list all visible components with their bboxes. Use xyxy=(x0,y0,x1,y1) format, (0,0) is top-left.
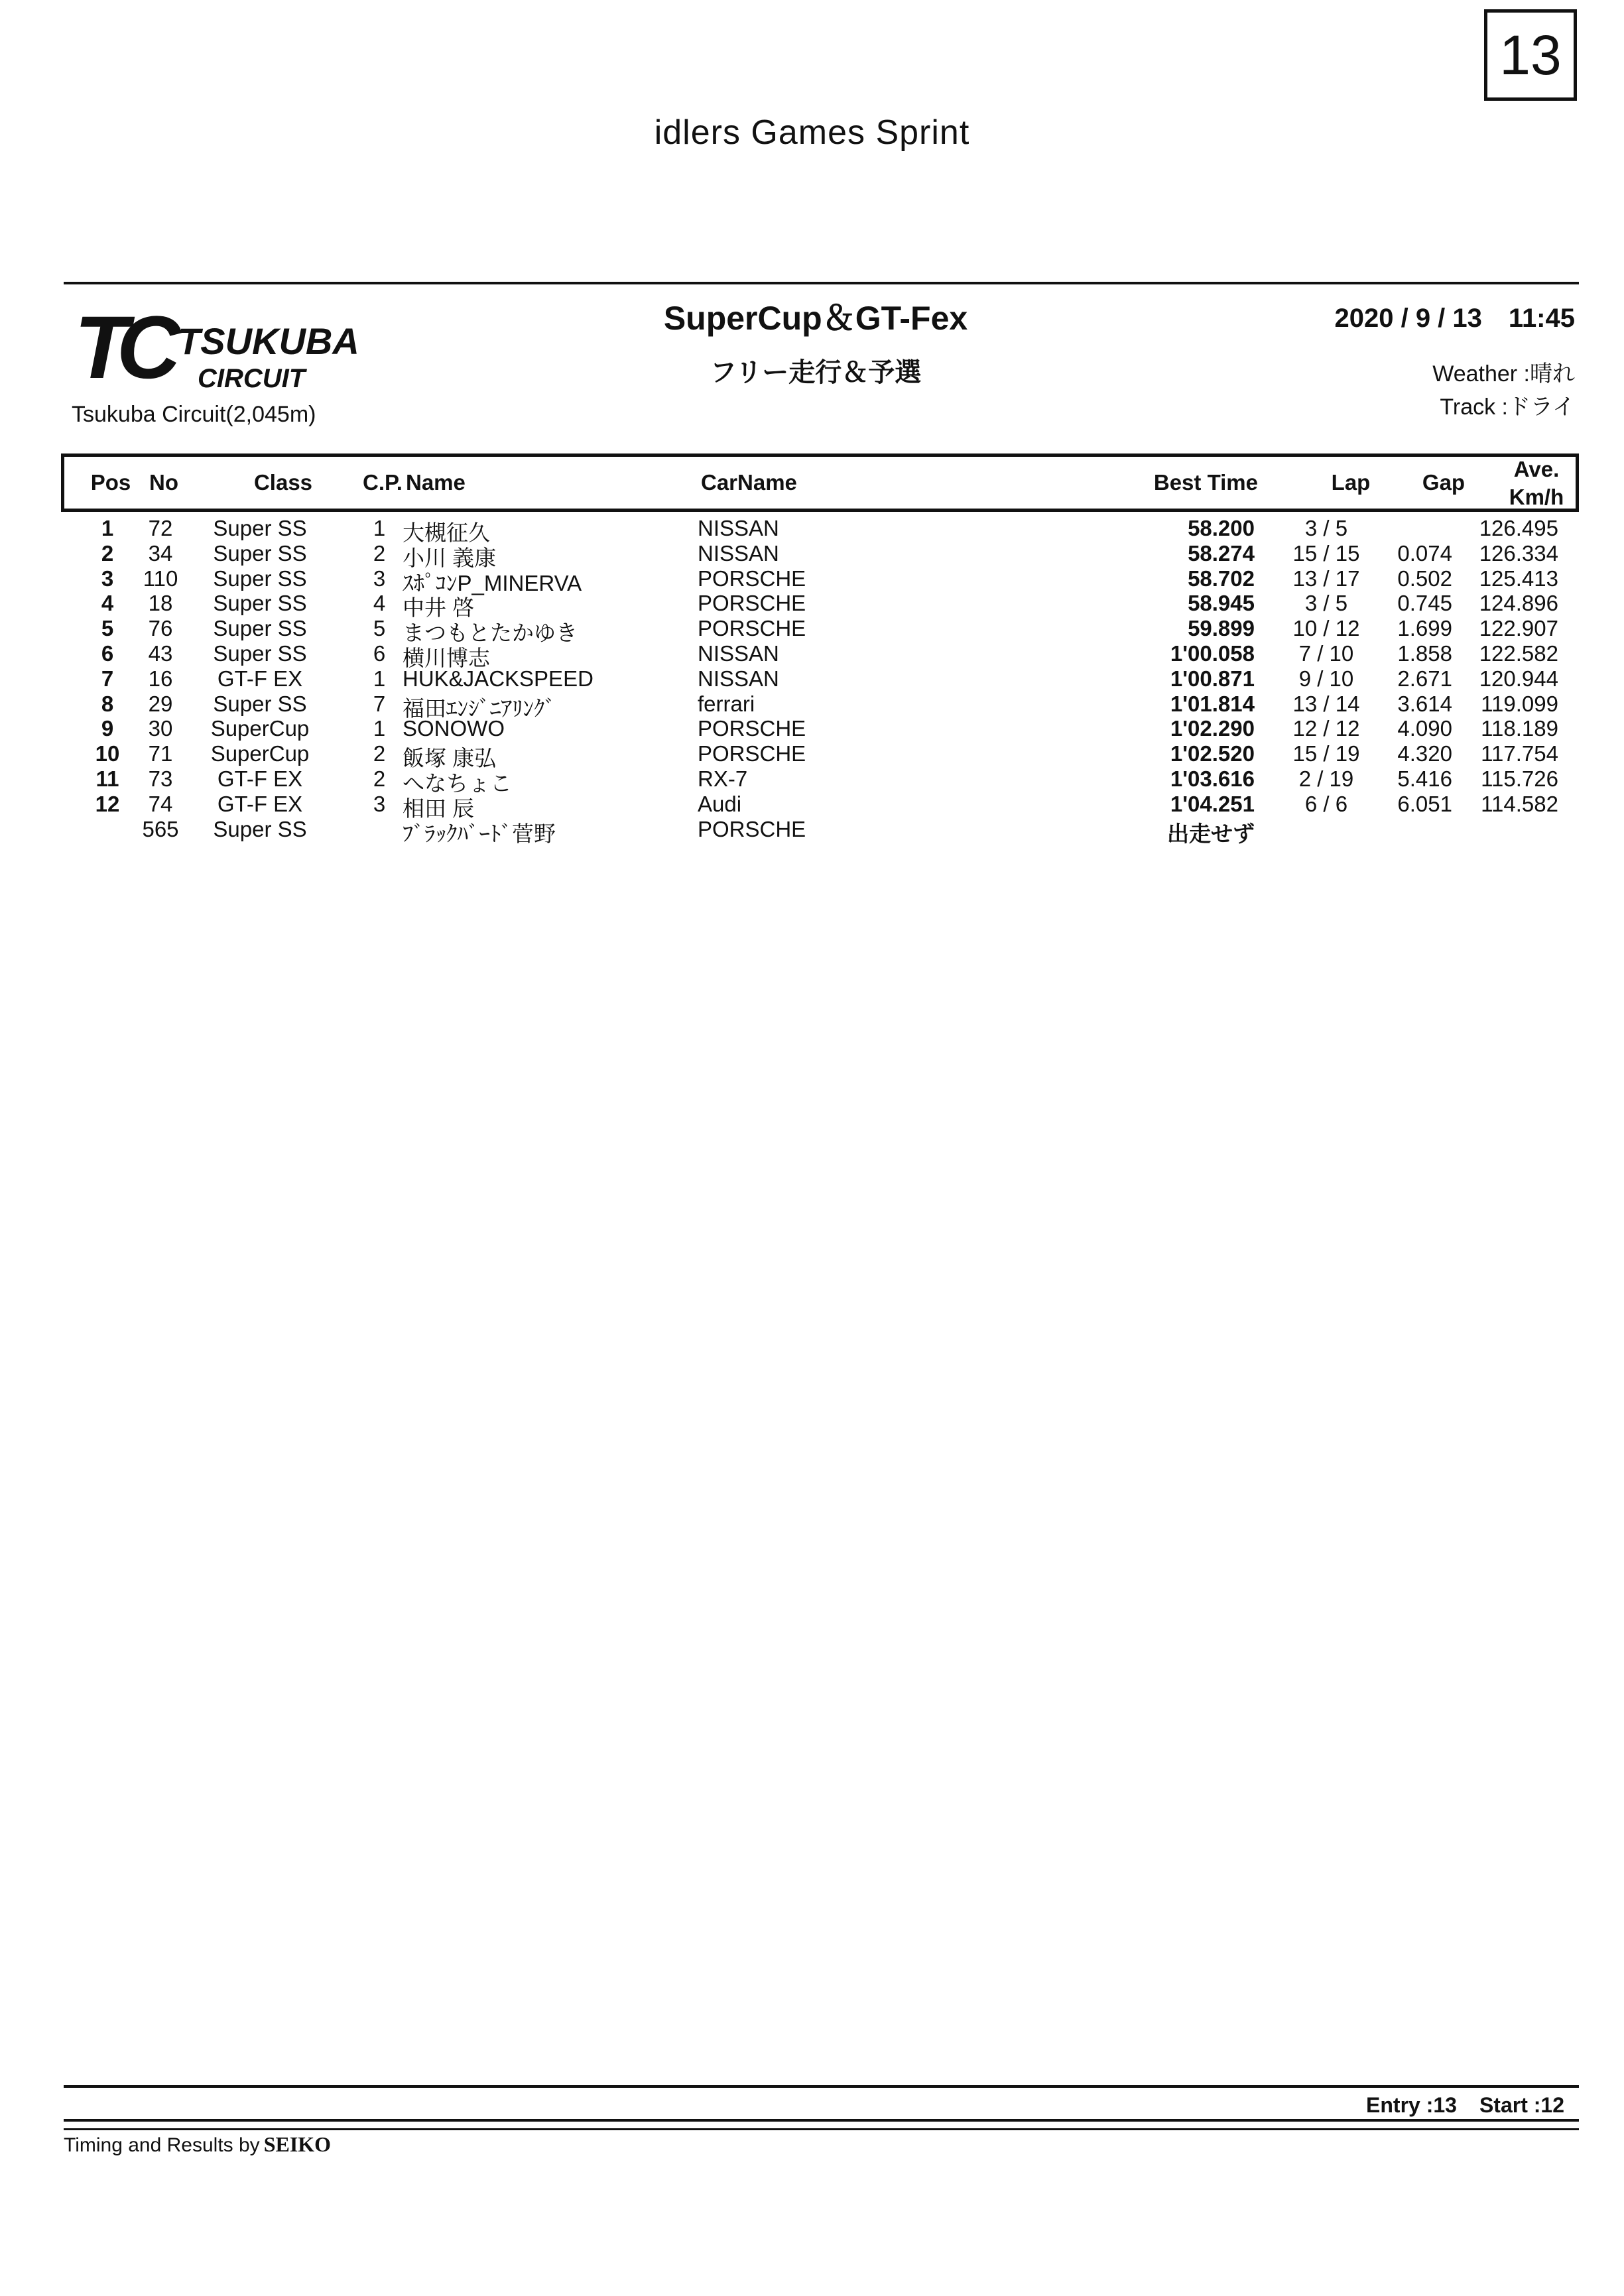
weather-info: Weather :晴れ xyxy=(1432,361,1575,387)
cell-car: NISSAN xyxy=(698,540,779,566)
cell-class: SuperCup xyxy=(210,741,310,766)
col-name: Name xyxy=(406,470,466,495)
cell-pos: 11 xyxy=(95,766,119,791)
col-cp: C.P. xyxy=(363,470,403,495)
cell-gap: 0.074 xyxy=(1397,540,1452,566)
cell-cp: 5 xyxy=(373,616,386,641)
cell-best-time: 58.702 xyxy=(1188,566,1255,591)
event-title: idlers Games Sprint xyxy=(654,113,970,152)
logo-text-main: TSUKUBA xyxy=(178,320,359,362)
col-gap: Gap xyxy=(1422,470,1466,495)
cell-name: 小川 義康 xyxy=(403,545,497,570)
entry-start-stats xyxy=(1343,2093,1564,2118)
col-best-time: Best Time xyxy=(1153,470,1258,495)
cell-no: 74 xyxy=(148,791,173,816)
cell-ave: 125.413 xyxy=(1479,566,1558,591)
session-name: フリー走行＆予選 xyxy=(710,358,922,387)
cell-cp: 4 xyxy=(373,591,386,616)
cell-best-time: 1'02.290 xyxy=(1170,716,1255,741)
cell-best-time: 1'00.871 xyxy=(1170,666,1255,691)
cell-name: へなちょこ xyxy=(403,771,512,796)
cell-class: SuperCup xyxy=(210,716,310,741)
cell-gap: 5.416 xyxy=(1397,766,1452,791)
cell-cp: 3 xyxy=(373,791,386,816)
cell-class: Super SS xyxy=(213,816,307,841)
cell-no: 18 xyxy=(148,591,173,616)
cell-lap: 2 / 19 xyxy=(1298,766,1354,791)
cell-pos: 3 xyxy=(101,566,114,591)
cell-cp: 7 xyxy=(373,691,386,716)
col-class: Class xyxy=(253,470,313,495)
race-title: SuperCup＆GT-Fex xyxy=(663,300,968,337)
logo-emblem: TC xyxy=(74,300,169,393)
cell-name: 福田ｴﾝｼﾞﾆｱﾘﾝｸﾞ xyxy=(403,695,556,721)
table-row xyxy=(0,616,1624,646)
track-info: Track :ドライ xyxy=(1440,394,1575,420)
cell-class: Super SS xyxy=(213,691,307,716)
cell-best-time: 1'02.520 xyxy=(1170,741,1255,766)
start-count: Start :12 xyxy=(1479,2093,1564,2117)
col-lap: Lap xyxy=(1331,470,1371,495)
cell-name: 飯塚 康弘 xyxy=(403,746,497,771)
cell-ave: 126.495 xyxy=(1479,516,1558,540)
cell-lap: 13 / 14 xyxy=(1292,691,1360,716)
cell-class: GT-F EX xyxy=(217,791,303,816)
cell-best-time: 59.899 xyxy=(1188,616,1255,641)
page-number: 13 xyxy=(1484,9,1577,101)
table-row xyxy=(0,791,1624,821)
cell-car: PORSCHE xyxy=(698,591,806,616)
cell-lap: 9 / 10 xyxy=(1298,666,1354,691)
cell-gap: 4.320 xyxy=(1397,741,1452,766)
cell-class: GT-F EX xyxy=(217,666,303,691)
cell-gap: 6.051 xyxy=(1397,791,1452,816)
cell-car: NISSAN xyxy=(698,516,779,540)
cell-name: ｽﾎﾟｺﾝP_MINERVA xyxy=(403,570,582,595)
cell-lap: 15 / 15 xyxy=(1292,540,1360,566)
cell-car: ferrari xyxy=(698,691,755,716)
table-row xyxy=(0,766,1624,796)
footer-rule-mid xyxy=(64,2119,1579,2122)
cell-lap: 3 / 5 xyxy=(1304,516,1348,540)
table-row xyxy=(0,591,1624,621)
cell-lap: 13 / 17 xyxy=(1292,566,1360,591)
cell-lap: 10 / 12 xyxy=(1292,616,1360,641)
cell-cp: 2 xyxy=(373,766,386,791)
cell-best-time: 58.945 xyxy=(1188,591,1255,616)
cell-car: PORSCHE xyxy=(698,616,806,641)
cell-best-time: 1'03.616 xyxy=(1170,766,1255,791)
cell-pos: 5 xyxy=(101,616,114,641)
cell-no: 73 xyxy=(148,766,173,791)
footer-rule-top xyxy=(64,2085,1579,2088)
cell-car: RX-7 xyxy=(698,766,748,791)
col-pos: Pos xyxy=(90,470,131,495)
cell-best-time: 1'01.814 xyxy=(1170,691,1255,716)
cell-gap: 0.745 xyxy=(1397,591,1452,616)
cell-cp: 1 xyxy=(373,716,386,741)
cell-no: 29 xyxy=(148,691,173,716)
table-row xyxy=(0,516,1624,545)
cell-cp: 6 xyxy=(373,641,386,666)
cell-gap: 0.502 xyxy=(1397,566,1452,591)
table-row xyxy=(0,641,1624,670)
cell-best-time: 58.200 xyxy=(1188,516,1255,540)
cell-ave: 122.582 xyxy=(1479,641,1558,666)
cell-ave: 120.944 xyxy=(1479,666,1558,691)
cell-name: 相田 辰 xyxy=(403,796,475,821)
cell-pos: 1 xyxy=(101,516,114,540)
cell-gap: 2.671 xyxy=(1397,666,1452,691)
cell-name: SONOWO xyxy=(403,716,505,741)
cell-name: まつもとたかゆき xyxy=(403,621,578,646)
table-row xyxy=(0,691,1624,721)
cell-car: NISSAN xyxy=(698,666,779,691)
table-row xyxy=(0,540,1624,570)
cell-name: 中井 啓 xyxy=(403,595,475,621)
cell-car: NISSAN xyxy=(698,641,779,666)
col-no: No xyxy=(149,470,178,495)
cell-no: 110 xyxy=(143,566,178,591)
table-row xyxy=(0,741,1624,771)
cell-class: Super SS xyxy=(213,616,307,641)
cell-no: 72 xyxy=(148,516,173,540)
table-row xyxy=(0,566,1624,595)
cell-no: 16 xyxy=(148,666,173,691)
cell-lap: 12 / 12 xyxy=(1292,716,1360,741)
table-row xyxy=(0,816,1624,846)
cell-ave: 122.907 xyxy=(1479,616,1558,641)
circuit-name: Tsukuba Circuit(2,045m) xyxy=(72,402,316,427)
cell-pos: 8 xyxy=(101,691,114,716)
cell-no: 34 xyxy=(148,540,173,566)
cell-pos: 4 xyxy=(101,591,114,616)
col-car: CarName xyxy=(701,470,797,495)
cell-ave: 117.754 xyxy=(1481,741,1558,766)
timing-text: Timing and Results by xyxy=(64,2134,260,2156)
seiko-brand: SEIKO xyxy=(263,2132,332,2156)
cell-car: PORSCHE xyxy=(698,816,806,841)
cell-ave: 115.726 xyxy=(1481,766,1558,791)
cell-class: Super SS xyxy=(213,516,307,540)
cell-car: Audi xyxy=(698,791,742,816)
cell-car: PORSCHE xyxy=(698,716,806,741)
cell-best-time: 1'00.058 xyxy=(1170,641,1255,666)
cell-lap: 3 / 5 xyxy=(1304,591,1348,616)
cell-name: ﾌﾞﾗｯｸﾊﾞｰﾄﾞ菅野 xyxy=(403,821,556,846)
table-row xyxy=(0,666,1624,692)
cell-best-time: 58.274 xyxy=(1188,540,1255,566)
cell-ave: 124.896 xyxy=(1479,591,1558,616)
cell-car: PORSCHE xyxy=(698,741,806,766)
table-row xyxy=(0,716,1624,741)
cell-no: 71 xyxy=(148,741,173,766)
cell-gap: 1.858 xyxy=(1397,641,1452,666)
cell-name: 大槻征久 xyxy=(403,520,490,545)
cell-pos: 6 xyxy=(101,641,114,666)
cell-cp: 3 xyxy=(373,566,386,591)
results-header xyxy=(61,453,1579,512)
cell-class: Super SS xyxy=(213,540,307,566)
cell-cp: 2 xyxy=(373,741,386,766)
cell-class: Super SS xyxy=(213,641,307,666)
footer-rule-bottom xyxy=(64,2128,1579,2130)
cell-gap: 3.614 xyxy=(1397,691,1452,716)
cell-gap: 1.699 xyxy=(1397,616,1452,641)
cell-cp: 1 xyxy=(373,516,386,540)
cell-lap: 7 / 10 xyxy=(1298,641,1354,666)
cell-class: Super SS xyxy=(213,566,307,591)
cell-ave: 118.189 xyxy=(1481,716,1558,741)
cell-no: 43 xyxy=(148,641,173,666)
race-datetime: 2020 / 9 / 13 11:45 xyxy=(1334,304,1575,333)
cell-name: 横川博志 xyxy=(403,646,490,670)
cell-pos: 9 xyxy=(101,716,114,741)
cell-car: PORSCHE xyxy=(698,566,806,591)
col-ave: Ave. xyxy=(1513,457,1560,481)
cell-cp: 2 xyxy=(373,540,386,566)
cell-class: GT-F EX xyxy=(217,766,303,791)
cell-pos: 12 xyxy=(95,791,120,816)
cell-best-time: 1'04.251 xyxy=(1170,791,1255,816)
cell-cp: 1 xyxy=(373,666,386,691)
cell-no: 565 xyxy=(142,816,179,841)
logo-text-sub: CIRCUIT xyxy=(198,364,306,393)
cell-ave: 114.582 xyxy=(1481,791,1558,816)
cell-no: 76 xyxy=(148,616,173,641)
cell-name: HUK&JACKSPEED xyxy=(403,666,593,691)
cell-lap: 6 / 6 xyxy=(1304,791,1348,816)
cell-ave: 119.099 xyxy=(1481,691,1558,716)
cell-class: Super SS xyxy=(213,591,307,616)
cell-pos: 7 xyxy=(101,666,114,691)
col-kmh: Km/h xyxy=(1509,485,1564,509)
cell-no: 30 xyxy=(148,716,173,741)
cell-pos: 2 xyxy=(101,540,114,566)
entry-count: Entry :13 xyxy=(1366,2093,1457,2117)
timing-credit xyxy=(64,2132,331,2157)
cell-ave: 126.334 xyxy=(1479,540,1558,566)
tsukuba-circuit-logo xyxy=(72,300,416,393)
header-rule xyxy=(64,282,1579,284)
cell-pos: 10 xyxy=(95,741,120,766)
cell-lap: 15 / 19 xyxy=(1292,741,1360,766)
cell-gap: 4.090 xyxy=(1397,716,1452,741)
cell-best-time: 出走せず xyxy=(1167,821,1255,846)
